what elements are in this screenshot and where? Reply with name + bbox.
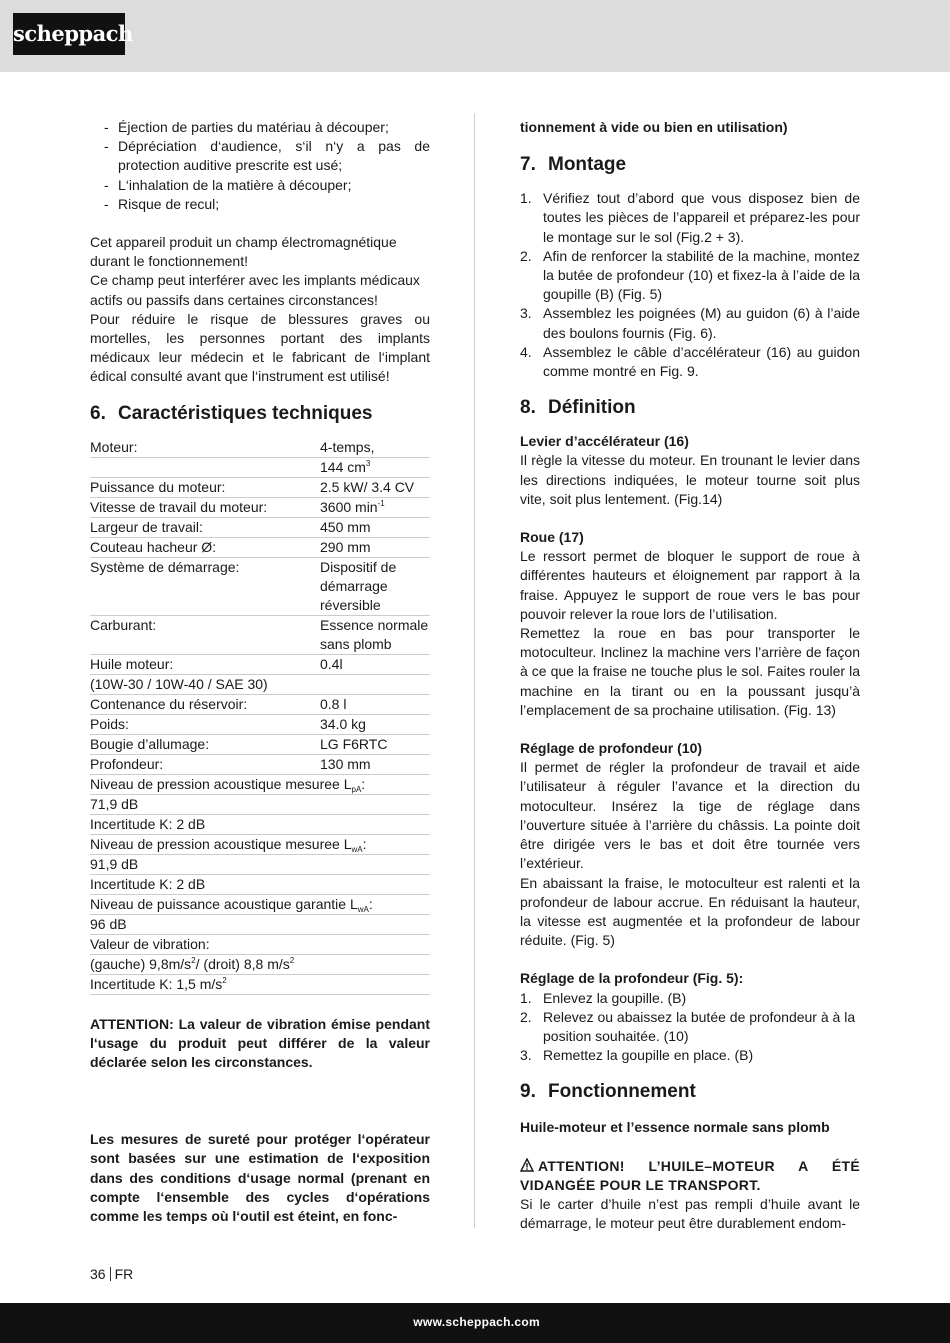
brand-logo: scheppach	[13, 13, 125, 55]
page-number: 36 FR	[90, 1266, 134, 1282]
paragraph: Le ressort permet de bloquer le support de roue à différentes hauteurs et éloignement par rapport à la fraise. Appuyez le support de roue vers le bas pour pouvoir relever la roue lors de l’utilisation.	[520, 548, 860, 622]
section-heading: 6. Caractéristiques techniques	[90, 402, 373, 424]
montage-list	[520, 189, 860, 381]
acoustic-row: Incertitude K: 2 dB	[90, 814, 430, 834]
acoustic-row: Niveau de pression acoustique mesuree $L_{wA}$:	[90, 834, 430, 854]
table-row	[90, 854, 430, 874]
list-item: - Éjection de parties du matériau à découper;	[90, 118, 430, 137]
spec-table	[90, 438, 430, 995]
table-row	[90, 974, 430, 994]
spec-value: LG F6RTC	[320, 734, 430, 754]
spec-label: Poids:	[90, 714, 320, 734]
spec-value: Essence normale sans plomb	[320, 615, 430, 654]
spec-label: Profondeur:	[90, 754, 320, 774]
paragraph: Remettez la roue en bas pour transporter le motoculteur. Inclinez la machine vers l’arrière de façon à ce que la fraise ne touche plus le sol. Faites rouler la machine en la tirant ou en la poussant jusqu’à l’emplacement de sa prochaine utilisation. (Fig. 13)	[520, 625, 860, 718]
spec-value: 3600 $\min^{-1}$	[320, 497, 430, 517]
spec-value: Dispositif de démarrage réversible	[320, 557, 430, 615]
emf-paragraph: Ce champ peut interférer avec les implants médicaux actifs ou passifs dans certaines circonstances!	[90, 272, 420, 308]
table-row	[90, 654, 430, 674]
table-row	[90, 794, 430, 814]
subheading: Réglage de la profondeur (Fig. 5):	[520, 970, 744, 987]
subheading: Réglage de profondeur (10)	[520, 740, 703, 757]
spec-label: Couteau hacheur Ø:	[90, 537, 320, 557]
list-item: 1. Vérifiez tout d’abord que vous disposez bien de toutes les pièces de l’appareil et préparez-les pour le montage sur le sol (Fig.2 + 3).	[520, 190, 860, 245]
emf-paragraph: Pour réduire le risque de blessures graves ou mortelles, les personnes portant des implants médicaux leur médecin et le fabricant de l‘implant édical consulté avant que l‘instrument est utilisé!	[90, 310, 430, 385]
warning-heading: ATTENTION! L’HUILE–MOTEUR A ÉTÉ VIDANGÉE POUR LE TRANSPORT.	[520, 1157, 860, 1193]
risk-list	[90, 118, 430, 214]
warning-icon	[520, 1158, 534, 1172]
section-heading: 9. Fonctionnement	[520, 1081, 696, 1103]
table-row	[90, 954, 430, 974]
list-item: 4. Assemblez le câble d’accélérateur (16) au guidon comme montré en Fig. 9.	[520, 343, 860, 380]
left-column	[90, 118, 430, 1226]
table-row	[90, 557, 430, 615]
page-footer	[0, 1303, 950, 1343]
table-row	[90, 734, 430, 754]
subheading: Roue (17)	[520, 529, 584, 546]
subheading: Huile-moteur et l’essence normale sans plomb	[520, 1119, 830, 1136]
acoustic-row: (gauche) $9,8m/s^2/$ (droit) 8,8 $m/s^2$	[90, 954, 430, 974]
spec-label: (10W-30 / 10W-40 / SAE 30)	[90, 674, 430, 694]
table-row	[90, 834, 430, 854]
section-heading: 7. Montage	[520, 154, 627, 176]
column-divider	[474, 113, 475, 1228]
table-row	[90, 438, 430, 458]
paragraph: En abaissant la fraise, le motoculteur est ralenti et la profondeur de labour accrue. En réduisant la hauteur, la vitesse est augmentée et la profondeur de labour réduite. (Fig. 5)	[520, 874, 860, 949]
table-row	[90, 537, 430, 557]
spec-label: Contenance du réservoir:	[90, 694, 320, 714]
spec-value: 290 mm	[320, 537, 430, 557]
page-header	[0, 0, 950, 72]
spec-label: Puissance du moteur:	[90, 477, 320, 497]
list-item: - Risque de recul;	[90, 195, 430, 214]
spec-label: Vitesse de travail du moteur:	[90, 497, 320, 517]
spec-value: 0.4l	[320, 654, 430, 674]
website-link[interactable]: www.scheppach.com	[413, 1315, 540, 1329]
continuation-text: tionnement à vide ou bien en utilisation)	[520, 119, 788, 135]
list-item: 2. Relevez ou abaissez la butée de profondeur à à la position souhaitée. (10)	[520, 1008, 856, 1044]
table-row	[90, 674, 430, 694]
spec-label	[90, 457, 320, 477]
acoustic-row: Incertitude K: 2 dB	[90, 874, 430, 894]
spec-label: Huile moteur:	[90, 654, 320, 674]
spec-label: Largeur de travail:	[90, 517, 320, 537]
list-item: 3. Remettez la goupille en place. (B)	[520, 1047, 754, 1064]
spec-label: Système de démarrage:	[90, 557, 320, 615]
spec-value: 450 mm	[320, 517, 430, 537]
table-row	[90, 774, 430, 794]
table-row	[90, 517, 430, 537]
spec-label: Carburant:	[90, 615, 320, 654]
acoustic-row: 91,9 dB	[90, 854, 430, 874]
spec-value: 4-temps,	[320, 438, 430, 458]
reglage-list	[520, 989, 860, 1066]
acoustic-row: 71,9 dB	[90, 794, 430, 814]
table-row	[90, 874, 430, 894]
table-row	[90, 714, 430, 734]
paragraph: Il règle la vitesse du moteur. En trounant le levier dans les directions indiquées, le moteur tourne soit plus vite, soit plus lentement. (Fig.14)	[520, 452, 860, 507]
table-row	[90, 497, 430, 517]
acoustic-row: 96 dB	[90, 914, 430, 934]
acoustic-row: Niveau de pression acoustique mesuree $L_{pA}$:	[90, 774, 430, 794]
table-row	[90, 914, 430, 934]
acoustic-row: Valeur de vibration:	[90, 934, 430, 954]
spec-label: Bougie d’allumage:	[90, 734, 320, 754]
attention-note: ATTENTION: La valeur de vibration émise pendant l‘usage du produit peut différer de la valeur déclarée selon les circonstances.	[90, 1015, 430, 1071]
list-item: - L‘inhalation de la matière à découper;	[90, 176, 430, 195]
spec-value: 144 $cm^3$	[320, 457, 430, 477]
right-column	[520, 118, 860, 1233]
list-item: 3. Assemblez les poignées (M) au guidon (6) à l’aide des boulons fournis (Fig. 6).	[520, 305, 860, 341]
spec-value: 0.8 l	[320, 694, 430, 714]
spec-value: 34.0 kg	[320, 714, 430, 734]
table-row	[90, 615, 430, 654]
paragraph: Il permet de régler la profondeur de travail et aide l’utilisateur à réguler l’avance et la direction du motoculteur. Insérez la tige de réglage dans l’ouverture située à l’arrière du châssis. La pointe doit être dirigée vers le bas et doit être tournée vers l’extérieur.	[520, 759, 860, 872]
emf-paragraph: Cet appareil produit un champ électromagnétique durant le fonctionnement!	[90, 234, 397, 270]
table-row	[90, 894, 430, 914]
list-item: 1. Enlevez la goupille. (B)	[520, 989, 687, 1006]
spec-value: 130 mm	[320, 754, 430, 774]
spec-label: Moteur:	[90, 438, 320, 458]
table-row	[90, 934, 430, 954]
table-row	[90, 754, 430, 774]
table-row	[90, 457, 430, 477]
subheading: Levier d’accélérateur (16)	[520, 433, 689, 450]
paragraph: Si le carter d’huile n’est pas rempli d’huile avant le démarrage, le moteur peut être durablement endom-	[520, 1195, 860, 1232]
list-item: - Dépréciation d‘audience, s‘il n‘y a pas de protection auditive prescrite est usé;	[90, 137, 430, 175]
table-row	[90, 814, 430, 834]
spec-value: 2.5 kW/ 3.4 CV	[320, 477, 430, 497]
acoustic-row: Niveau de puissance acoustique garantie $L_{wA}$:	[90, 894, 430, 914]
table-row	[90, 694, 430, 714]
acoustic-row: Incertitude K: 1,5 $m/s^2$	[90, 974, 430, 994]
table-row	[90, 477, 430, 497]
section-heading: 8. Définition	[520, 397, 636, 419]
list-item: 2. Afin de renforcer la stabilité de la machine, montez la butée de profondeur (10) et fixez-la à l’aide de la goupille (B) (Fig. 5)	[520, 247, 860, 303]
safety-note: Les mesures de sureté pour protéger l‘opérateur sont basées sur une estimation de l‘exposition dans des conditions d‘usage normal (prenant en compte l‘ensemble des cycles d‘opérations comme les temps où l‘outil est éteint, en fonc-	[90, 1131, 430, 1225]
